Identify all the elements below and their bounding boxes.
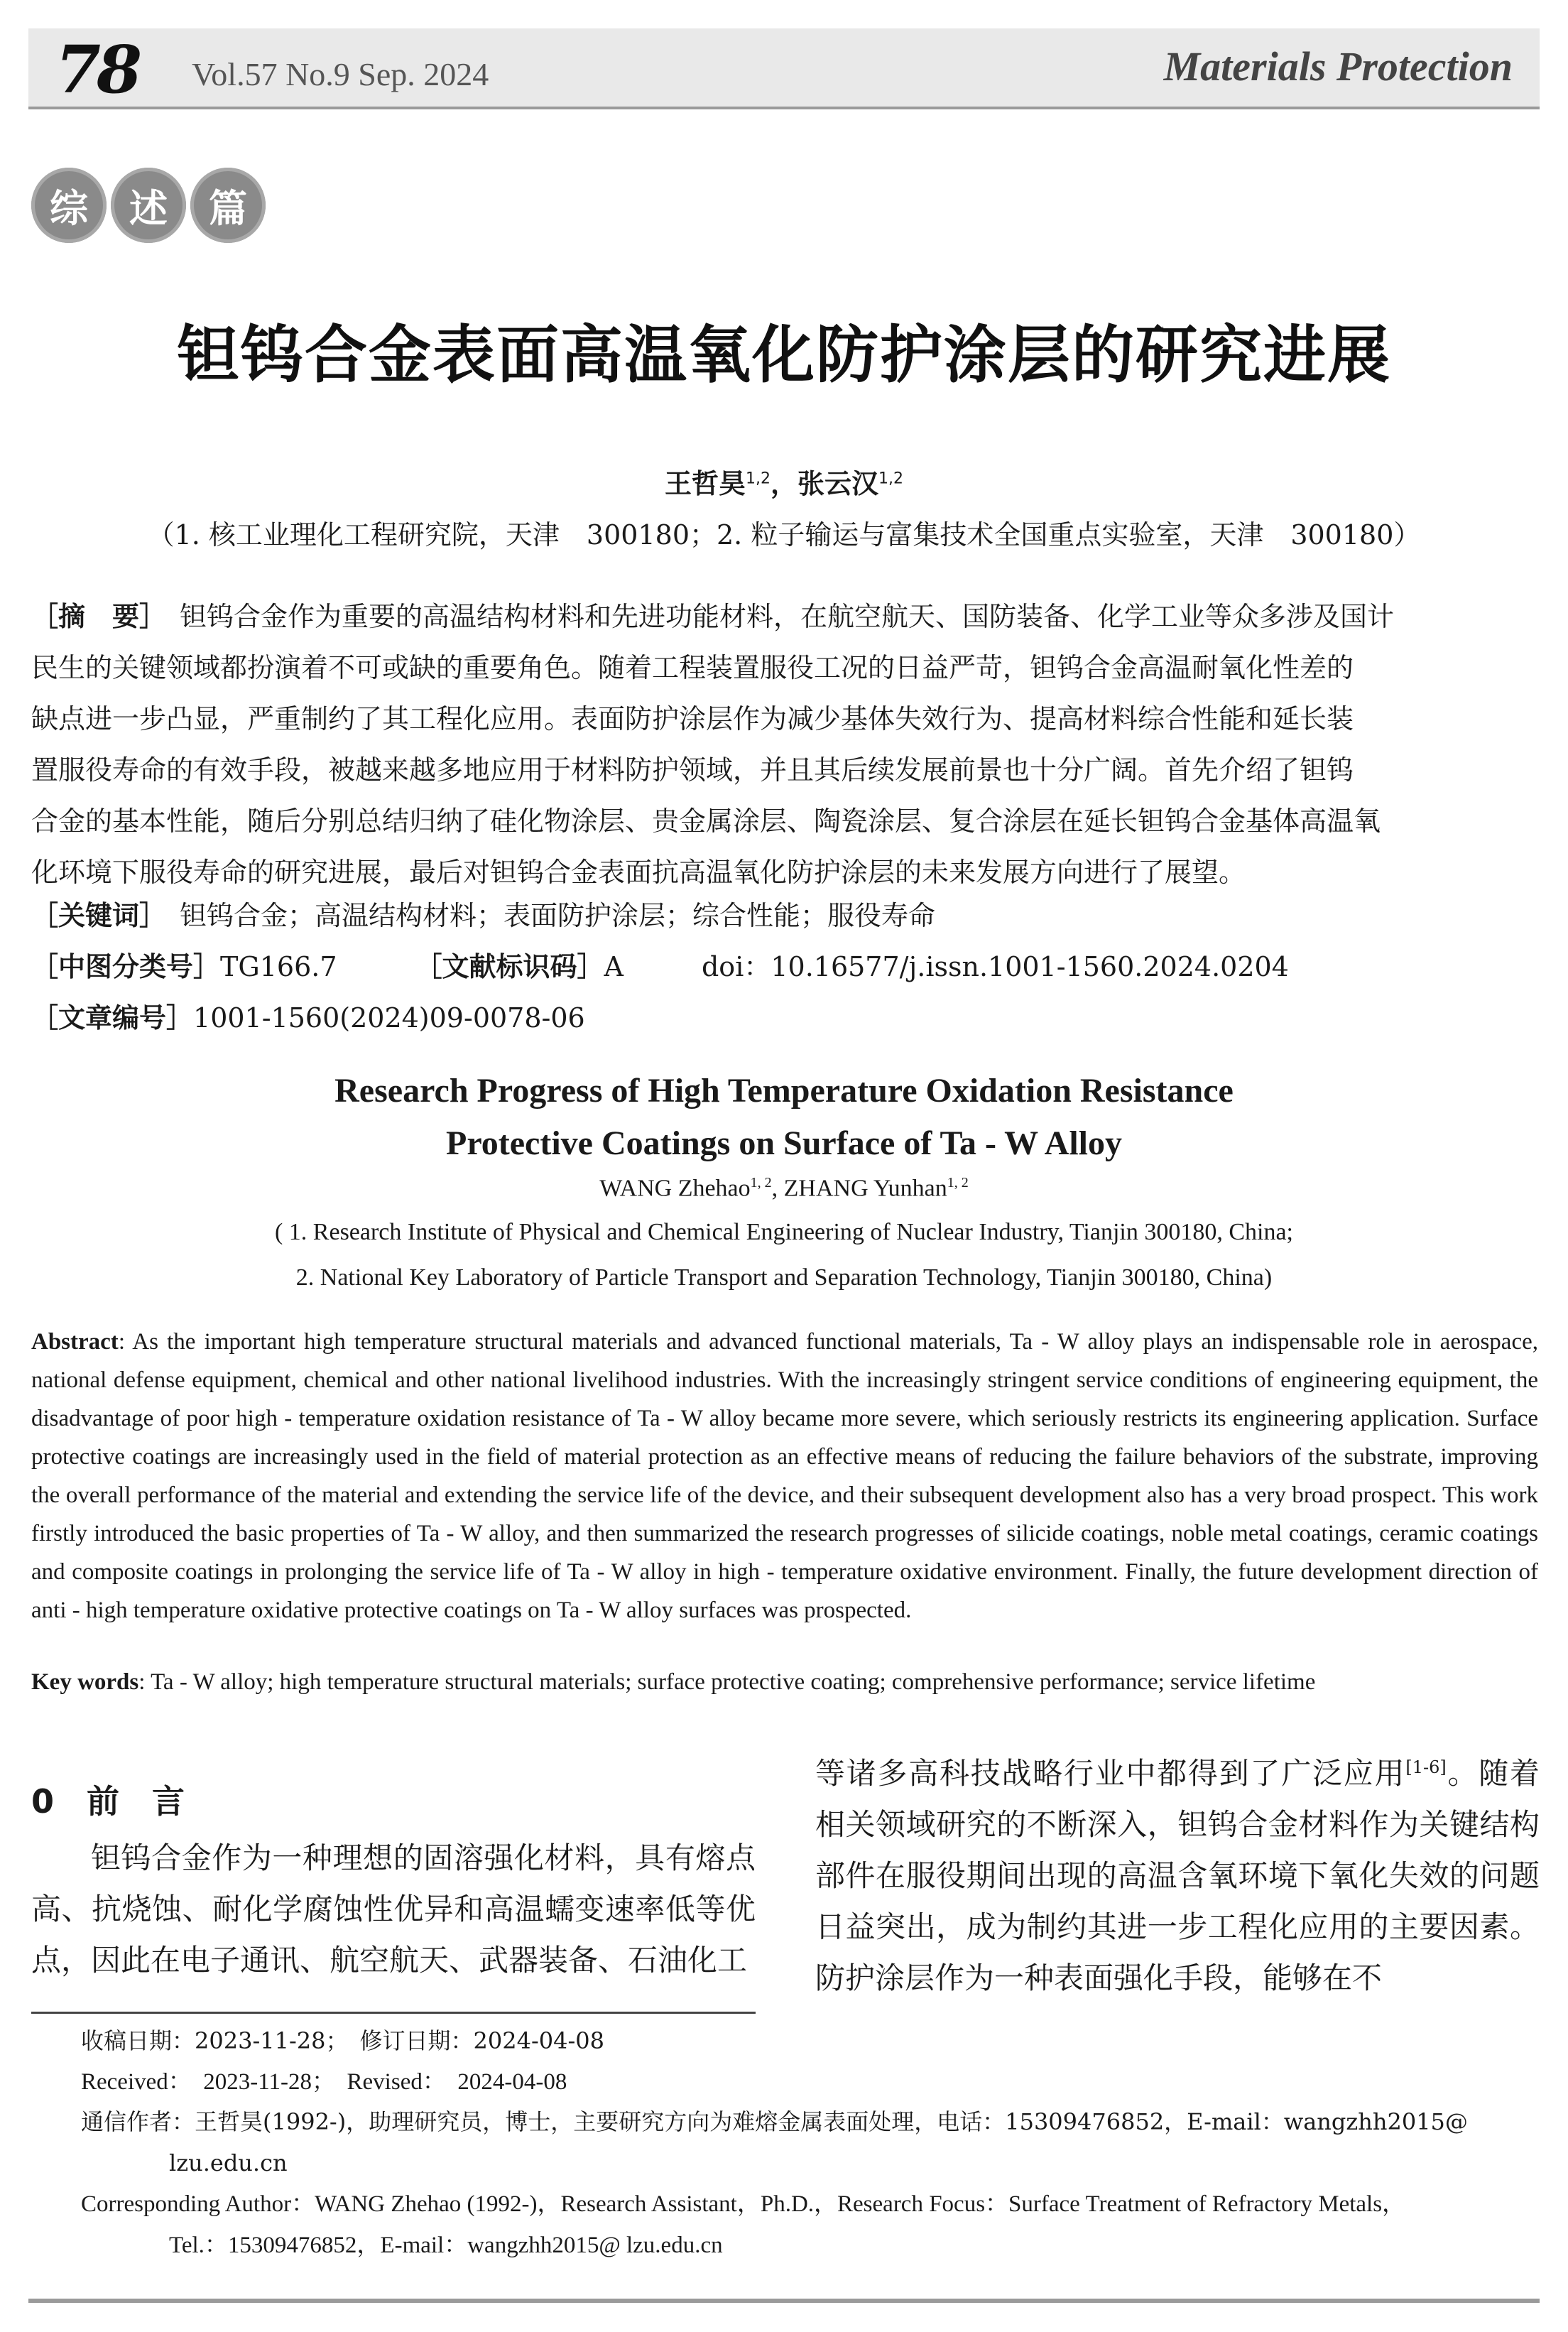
footnote-rule [31, 2012, 756, 2014]
body-text: 。随着相关领域研究的不断深入，钽钨合金材料作为关键结构部件在服役期间出现的高温含氧环境下氧化失效的问题日益突出，成为制约其进一步工程化应用的主要因素。防护涂层作为一种表面强化手段，能够在不 [815, 1756, 1540, 1995]
author-sup: 1, 2 [750, 1175, 772, 1191]
bottom-rule [28, 2299, 1540, 2303]
abstract-line: 置服役寿命的有效手段，被越来越多地应用于材料防护领域，并且其后续发展前景也十分广阔。首先介绍了钽钨 [31, 754, 1354, 786]
abstract-cn [31, 591, 1538, 898]
doi: doi：10.16577/j.issn.1001-1560.2024.0204 [701, 951, 1289, 982]
clc-label: ［中图分类号］ [31, 951, 221, 982]
author-name-en: WANG Zhehao [599, 1175, 751, 1202]
en-title-line2: Protective Coatings on Surface of Ta - W Alloy [446, 1124, 1122, 1162]
abstract-line: 合金的基本性能，随后分别总结归纳了硅化物涂层、贵金属涂层、陶瓷涂层、复合涂层在延长钽钨合金基体高温氧 [31, 806, 1381, 837]
abstract-line [31, 591, 1538, 642]
abstract-label: ［摘 要］ [31, 601, 153, 632]
abstract-en [31, 1323, 1538, 1629]
received-cn: 收稿日期：2023-11-28； 修订日期：2024-04-08 [81, 2027, 605, 2054]
section-badge-char: 篇 [190, 168, 266, 243]
doc-code-value: A [604, 951, 624, 982]
authors-en: WANG Zhehao$^{1, 2}$, ZHANG Yunhan$^{1, 2}$ [599, 1175, 969, 1202]
section-badge [31, 168, 266, 243]
corresponding-en: Corresponding Author：WANG Zhehao (1992-)，Research Assistant，Ph.D.，Research Focus：Surface Treatment of Refractory Metals， [81, 2191, 1406, 2217]
abstract-line: 缺点进一步凸显，严重制约了其工程化应用。表面防护涂层作为减少基体失效行为、提高材料综合性能和延长装 [31, 703, 1354, 734]
body-left-column: 钽钨合金作为一种理想的固溶强化材料，具有熔点高、抗烧蚀、耐化学腐蚀性优异和高温蠕变速率低等优点，因此在电子通讯、航空航天、武器装备、石油化工 [31, 1840, 756, 1978]
keywords-en [31, 1669, 1538, 1696]
page-number: 78 [55, 31, 138, 108]
author-name: 王哲昊 [664, 468, 746, 499]
affiliation-cn: （1. 核工业理化工程研究院，天津 300180；2. 粒子输运与富集技术全国重点实验室，天津 300180） [147, 519, 1421, 551]
keywords-en-text: : Ta - W alloy; high temperature structural materials; surface protective coating; comprehensive performance; service lifetime [138, 1669, 1316, 1695]
citation: [1-6] [1405, 1757, 1447, 1777]
clc-value: TG166.7 [220, 951, 337, 982]
body-text: 等诸多高科技战略行业中都得到了广泛应用 [815, 1756, 1406, 1791]
authors-cn [0, 462, 1568, 501]
keywords-text: 钽钨合金；高温结构材料；表面防护涂层；综合性能；服役寿命 [180, 900, 936, 931]
abstract-en-label: Abstract [31, 1329, 119, 1355]
received-en: Received： 2023-11-28； Revised： 2024-04-08 [81, 2069, 567, 2095]
author-sep: ， [770, 468, 797, 499]
abstract-line: 化环境下服役寿命的研究进展，最后对钽钨合金表面抗高温氧化防护涂层的未来发展方向进行了展望。 [31, 857, 1246, 888]
author-sup: 1,2 [745, 470, 771, 488]
corresponding-cn: 通信作者：王哲昊(1992-)，助理研究员，博士，主要研究方向为难熔金属表面处理，电话：15309476852，E-mail：wangzhh2015@ [81, 2108, 1468, 2135]
keywords-cn [31, 894, 935, 933]
body-right-column [815, 1742, 1540, 2004]
article-number-value: 1001-1560(2024)09-0078-06 [193, 1002, 585, 1034]
abstract-en-text: : As the important high temperature structural materials and advanced functional materials, Ta - W alloy plays an indispensable role in aerospace, national defense equipment, chemical and other national livelihood industries. With the increasingly stringent service conditions of engineering equipment, the disadvantage of poor high - temperature oxidation resistance of Ta - W alloy became more severe, which seriously restricts its engineering application. Surface protective coatings are increasingly used in the field of material protection as an effective means of reducing the failure behaviors of the substrate, improving the overall performance of the material and extending the service life of the device, and their subsequent development also has a very broad prospect. This work firstly introduced the basic properties of Ta - W alloy, and then summarized the research progresses of silicide coatings, noble metal coatings, ceramic coatings and composite coatings in prolonging the service life of Ta - W alloy in high - temperature oxidative environment. Finally, the future development direction of anti - high temperature oxidative protective coatings on Ta - W alloy surfaces was prospected. [31, 1329, 1538, 1623]
author-sup: 1, 2 [947, 1175, 969, 1191]
author-name: 张云汉 [797, 468, 879, 499]
journal-name: Materials Protection [1163, 43, 1513, 90]
classification-row [31, 945, 1289, 984]
author-name-en: ZHANG Yunhan [783, 1175, 947, 1202]
paper-title: 钽钨合金表面高温氧化防护涂层的研究进展 [176, 318, 1391, 391]
corresponding-en-cont: Tel.：15309476852，E-mail：wangzhh2015@ lzu.edu.cn [169, 2233, 723, 2258]
doc-code-label: ［文献标识码］ [415, 951, 604, 982]
en-title-line1: Research Progress of High Temperature Oxidation Resistance [334, 1072, 1234, 1110]
section-heading: 0 前 言 [31, 1782, 185, 1821]
keywords-label: ［关键词］ [31, 900, 153, 931]
article-number-label: ［文章编号］ [31, 1002, 194, 1034]
section-badge-char: 综 [31, 168, 107, 243]
keywords-en-label: Key words [31, 1669, 139, 1695]
affiliation-en-2: 2. National Key Laboratory of Particle Transport and Separation Technology, Tianjin 300180, China) [295, 1264, 1273, 1291]
abstract-line: 民生的关键领域都扮演着不可或缺的重要角色。随着工程装置服役工况的日益严苛，钽钨合金高温耐氧化性差的 [31, 652, 1354, 683]
article-number-row [31, 996, 585, 1035]
section-badge-char: 述 [111, 168, 186, 243]
abstract-text: 钽钨合金作为重要的高温结构材料和先进功能材料，在航空航天、国防装备、化学工业等众多涉及国计 [180, 601, 1395, 632]
issue-info: Vol.57 No.9 Sep. 2024 [192, 56, 489, 92]
corresponding-cn-cont: lzu.edu.cn [169, 2149, 288, 2176]
affiliation-en-1: ( 1. Research Institute of Physical and Chemical Engineering of Nuclear Industry, Tianjin 300180, China; [274, 1219, 1293, 1245]
header-rule [28, 107, 1540, 109]
author-sup: 1,2 [878, 470, 904, 488]
